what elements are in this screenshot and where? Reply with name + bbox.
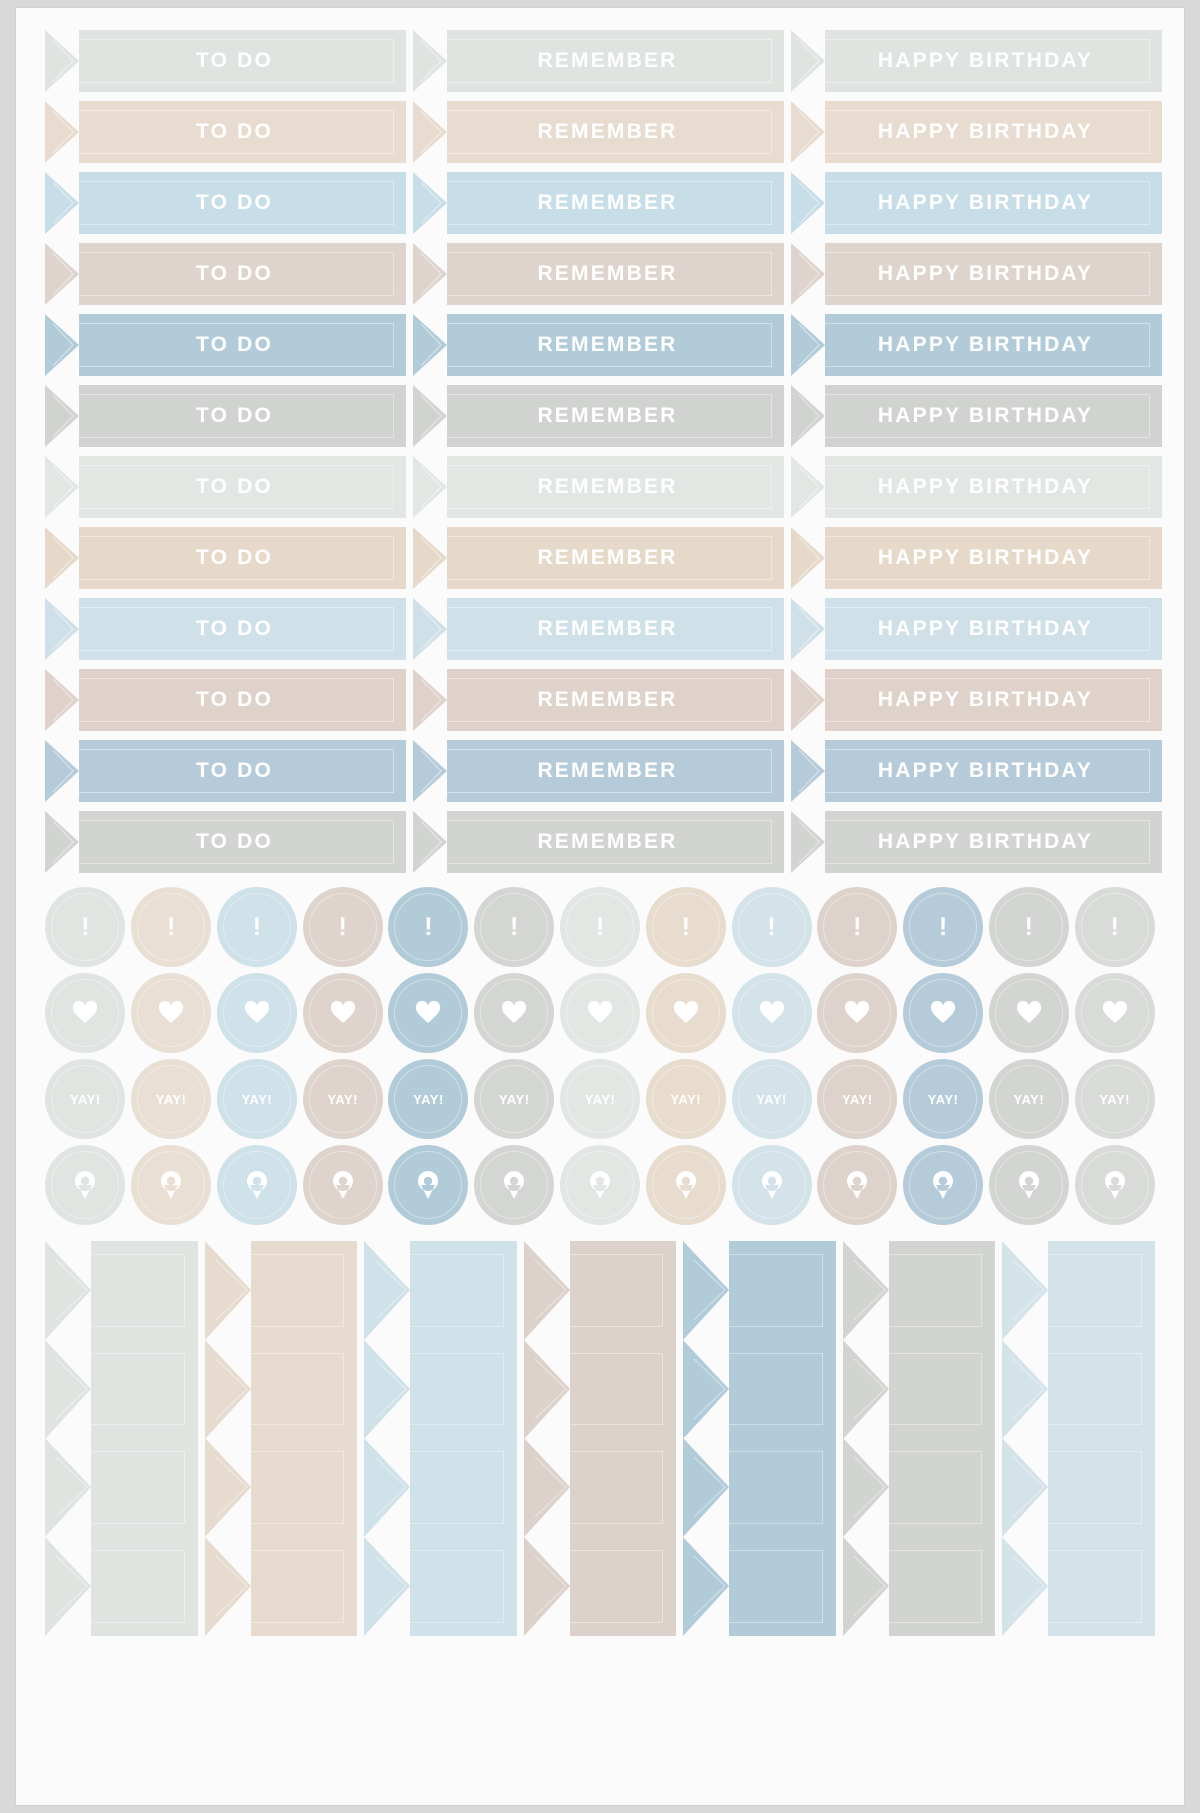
- yay-circle-sticker[interactable]: [131, 1059, 211, 1139]
- yay-circle-sticker[interactable]: [732, 1059, 812, 1139]
- banner-sticker[interactable]: [45, 740, 406, 802]
- tab-inner-border: [390, 1353, 504, 1426]
- tab-inner-border: [550, 1550, 664, 1623]
- yay-label: YAY!: [70, 1091, 101, 1107]
- banner-sticker[interactable]: [45, 172, 406, 234]
- map-pin-icon: [503, 1170, 525, 1200]
- tab-inner-border: [231, 1254, 345, 1327]
- banner-label: REMEMBER: [537, 475, 678, 498]
- yay-label: YAY!: [841, 1091, 873, 1107]
- exclamation-icon: !: [767, 912, 776, 941]
- heart-circle-sticker[interactable]: [388, 973, 468, 1053]
- pin-circle-sticker[interactable]: [131, 1145, 211, 1225]
- arrow-tab-sticker[interactable]: [45, 1438, 198, 1537]
- tab-inner-border: [550, 1451, 664, 1524]
- arrow-tab-sticker[interactable]: [45, 1537, 198, 1636]
- heart-icon: [844, 1001, 870, 1025]
- tab-inner-border: [550, 1353, 664, 1426]
- banner-sticker[interactable]: [45, 527, 406, 589]
- banner-sticker[interactable]: [45, 30, 406, 92]
- banner-sticker[interactable]: [791, 527, 1162, 589]
- banner-sticker[interactable]: [413, 598, 784, 660]
- yay-label: YAY!: [927, 1091, 959, 1107]
- pin-circle-row: [45, 1145, 1155, 1225]
- banner-grid: [45, 30, 1155, 873]
- yay-label: YAY!: [155, 1091, 187, 1107]
- exclamation-icon: !: [681, 912, 690, 941]
- banner-label: HAPPY BIRTHDAY: [877, 759, 1094, 782]
- tab-inner-border: [869, 1550, 983, 1623]
- map-pin-icon: [332, 1170, 354, 1200]
- pin-circle-sticker[interactable]: [45, 1145, 125, 1225]
- map-pin-icon: [74, 1170, 96, 1200]
- icon-circle-section: [45, 887, 1155, 1225]
- banner-sticker[interactable]: [413, 30, 784, 92]
- heart-circle-sticker[interactable]: [903, 973, 983, 1053]
- banner-label: TO DO: [195, 262, 274, 285]
- banner-label: TO DO: [195, 49, 274, 72]
- banner-label: HAPPY BIRTHDAY: [877, 262, 1094, 285]
- exclamation-circle-sticker[interactable]: [646, 887, 726, 967]
- banner-sticker[interactable]: [413, 385, 784, 447]
- arrow-tab-sticker[interactable]: [205, 1340, 358, 1439]
- exclamation-circle-sticker[interactable]: [1075, 887, 1155, 967]
- arrow-strip[interactable]: [45, 1241, 198, 1636]
- banner-sticker[interactable]: [791, 669, 1162, 731]
- tab-inner-border: [709, 1254, 823, 1327]
- arrow-strip[interactable]: [843, 1241, 996, 1636]
- banner-label: HAPPY BIRTHDAY: [877, 617, 1094, 640]
- heart-icon: [673, 1001, 699, 1025]
- heart-icon: [244, 1001, 270, 1025]
- banner-sticker[interactable]: [413, 740, 784, 802]
- yay-label: YAY!: [756, 1091, 787, 1107]
- arrow-tab-sticker[interactable]: [843, 1241, 996, 1340]
- exclamation-icon: !: [1110, 912, 1119, 941]
- heart-circle-sticker[interactable]: [131, 973, 211, 1053]
- banner-label: TO DO: [195, 475, 274, 498]
- banner-sticker[interactable]: [791, 598, 1162, 660]
- heart-icon: [72, 1001, 98, 1025]
- tab-inner-border: [709, 1451, 823, 1524]
- yay-circle-sticker[interactable]: [45, 1059, 125, 1139]
- exclamation-icon: !: [252, 912, 262, 941]
- map-pin-icon: [160, 1170, 182, 1200]
- pin-circle-sticker[interactable]: [560, 1145, 640, 1225]
- map-pin-icon: [932, 1170, 954, 1200]
- tab-inner-border: [231, 1550, 345, 1623]
- sheet-content: [45, 30, 1155, 1790]
- banner-label: REMEMBER: [537, 262, 678, 285]
- banner-label: REMEMBER: [537, 546, 678, 569]
- tab-inner-border: [390, 1550, 504, 1623]
- yay-label: YAY!: [670, 1091, 702, 1107]
- tab-inner-border: [550, 1254, 664, 1327]
- arrow-tab-sticker[interactable]: [1002, 1537, 1155, 1636]
- heart-circle-sticker[interactable]: [560, 973, 640, 1053]
- heart-circle-sticker[interactable]: [217, 973, 297, 1053]
- banner-sticker[interactable]: [45, 314, 406, 376]
- heart-circle-sticker[interactable]: [474, 973, 554, 1053]
- heart-circle-sticker[interactable]: [45, 973, 125, 1053]
- exclamation-icon: !: [424, 912, 433, 941]
- yay-label: YAY!: [584, 1091, 616, 1107]
- arrow-strip[interactable]: [205, 1241, 358, 1636]
- exclamation-circle-sticker[interactable]: [303, 887, 383, 967]
- arrow-tab-sticker[interactable]: [1002, 1340, 1155, 1439]
- tab-inner-border: [71, 1353, 185, 1426]
- heart-icon: [158, 1001, 184, 1025]
- exclamation-icon: !: [853, 912, 862, 941]
- banner-sticker[interactable]: [45, 456, 406, 518]
- banner-label: TO DO: [195, 191, 274, 214]
- exclamation-icon: !: [595, 912, 605, 941]
- arrow-tab-sticker[interactable]: [205, 1438, 358, 1537]
- pin-circle-sticker[interactable]: [646, 1145, 726, 1225]
- yay-label: YAY!: [1013, 1091, 1045, 1107]
- heart-icon: [330, 1001, 356, 1025]
- yay-circle-row: [45, 1059, 1155, 1139]
- yay-circle-sticker[interactable]: [217, 1059, 297, 1139]
- banner-sticker[interactable]: [791, 385, 1162, 447]
- arrow-tab-sticker[interactable]: [205, 1537, 358, 1636]
- banner-label: REMEMBER: [537, 830, 678, 853]
- arrow-tab-sticker[interactable]: [683, 1241, 836, 1340]
- yay-circle-sticker[interactable]: [560, 1059, 640, 1139]
- arrow-tab-sticker[interactable]: [683, 1438, 836, 1537]
- banner-sticker[interactable]: [413, 243, 784, 305]
- yay-label: YAY!: [1099, 1091, 1130, 1107]
- banner-sticker[interactable]: [45, 811, 406, 873]
- sticker-sheet: [16, 8, 1184, 1805]
- arrow-tab-sticker[interactable]: [683, 1537, 836, 1636]
- exclamation-circle-sticker[interactable]: [817, 887, 897, 967]
- arrow-tab-sticker[interactable]: [205, 1241, 358, 1340]
- arrow-tab-sticker[interactable]: [683, 1340, 836, 1439]
- tab-inner-border: [869, 1353, 983, 1426]
- banner-sticker[interactable]: [413, 172, 784, 234]
- banner-sticker[interactable]: [791, 172, 1162, 234]
- tab-inner-border: [231, 1451, 345, 1524]
- heart-circle-sticker[interactable]: [646, 973, 726, 1053]
- arrow-tab-sticker[interactable]: [364, 1340, 517, 1439]
- banner-sticker[interactable]: [45, 385, 406, 447]
- yay-circle-sticker[interactable]: [903, 1059, 983, 1139]
- exclamation-icon: !: [1024, 912, 1033, 941]
- tab-inner-border: [71, 1550, 185, 1623]
- heart-icon: [415, 1001, 441, 1025]
- arrow-tab-sticker[interactable]: [364, 1438, 517, 1537]
- banner-sticker[interactable]: [45, 598, 406, 660]
- banner-label: TO DO: [195, 617, 274, 640]
- banner-label: TO DO: [195, 120, 274, 143]
- exclamation-circle-sticker[interactable]: [474, 887, 554, 967]
- banner-label: HAPPY BIRTHDAY: [877, 475, 1094, 498]
- tab-inner-border: [1028, 1451, 1142, 1524]
- pin-circle-sticker[interactable]: [474, 1145, 554, 1225]
- heart-icon: [1016, 1001, 1042, 1025]
- arrow-strip-section: [45, 1241, 1155, 1636]
- arrow-tab-sticker[interactable]: [524, 1241, 677, 1340]
- exclamation-circle-sticker[interactable]: [989, 887, 1069, 967]
- heart-icon: [930, 1001, 956, 1025]
- yay-label: YAY!: [498, 1091, 530, 1107]
- heart-circle-sticker[interactable]: [817, 973, 897, 1053]
- exclamation-circle-sticker[interactable]: [560, 887, 640, 967]
- tab-inner-border: [709, 1550, 823, 1623]
- pin-circle-sticker[interactable]: [732, 1145, 812, 1225]
- heart-circle-sticker[interactable]: [732, 973, 812, 1053]
- tab-inner-border: [869, 1451, 983, 1524]
- yay-circle-sticker[interactable]: [817, 1059, 897, 1139]
- yay-circle-sticker[interactable]: [303, 1059, 383, 1139]
- banner-sticker[interactable]: [791, 30, 1162, 92]
- banner-sticker[interactable]: [791, 101, 1162, 163]
- tab-inner-border: [1028, 1254, 1142, 1327]
- exclamation-circle-sticker[interactable]: [131, 887, 211, 967]
- map-pin-icon: [417, 1170, 439, 1200]
- banner-sticker[interactable]: [791, 456, 1162, 518]
- banner-label: TO DO: [195, 759, 274, 782]
- tab-inner-border: [1028, 1550, 1142, 1623]
- exclamation-icon: !: [510, 912, 519, 941]
- tab-inner-border: [1028, 1353, 1142, 1426]
- heart-circle-sticker[interactable]: [303, 973, 383, 1053]
- banner-label: HAPPY BIRTHDAY: [877, 120, 1094, 143]
- banner-sticker[interactable]: [45, 669, 406, 731]
- banner-sticker[interactable]: [45, 101, 406, 163]
- arrow-tab-sticker[interactable]: [843, 1537, 996, 1636]
- banner-label: REMEMBER: [537, 333, 678, 356]
- pin-circle-sticker[interactable]: [1075, 1145, 1155, 1225]
- heart-circle-sticker[interactable]: [1075, 973, 1155, 1053]
- exclamation-icon: !: [938, 912, 948, 941]
- yay-circle-sticker[interactable]: [388, 1059, 468, 1139]
- banner-label: REMEMBER: [537, 617, 678, 640]
- pin-circle-sticker[interactable]: [388, 1145, 468, 1225]
- map-pin-icon: [1104, 1170, 1126, 1200]
- pin-circle-sticker[interactable]: [303, 1145, 383, 1225]
- yay-label: YAY!: [241, 1091, 273, 1107]
- yay-circle-sticker[interactable]: [1075, 1059, 1155, 1139]
- banner-label: TO DO: [195, 404, 274, 427]
- heart-icon: [1102, 1001, 1128, 1025]
- heart-icon: [501, 1001, 527, 1025]
- banner-label: TO DO: [195, 546, 274, 569]
- arrow-tab-sticker[interactable]: [843, 1340, 996, 1439]
- banner-label: HAPPY BIRTHDAY: [877, 830, 1094, 853]
- arrow-tab-sticker[interactable]: [524, 1340, 677, 1439]
- yay-circle-sticker[interactable]: [989, 1059, 1069, 1139]
- banner-sticker[interactable]: [413, 527, 784, 589]
- heart-icon: [759, 1001, 785, 1025]
- banner-label: HAPPY BIRTHDAY: [877, 49, 1094, 72]
- map-pin-icon: [589, 1170, 611, 1200]
- banner-sticker[interactable]: [791, 740, 1162, 802]
- exclamation-circle-sticker[interactable]: [45, 887, 125, 967]
- banner-sticker[interactable]: [791, 811, 1162, 873]
- banner-label: HAPPY BIRTHDAY: [877, 404, 1094, 427]
- heart-circle-sticker[interactable]: [989, 973, 1069, 1053]
- exclamation-icon: !: [338, 912, 347, 941]
- banner-sticker[interactable]: [413, 314, 784, 376]
- arrow-tab-sticker[interactable]: [364, 1241, 517, 1340]
- map-pin-icon: [761, 1170, 783, 1200]
- arrow-tab-sticker[interactable]: [524, 1537, 677, 1636]
- banner-sticker[interactable]: [413, 811, 784, 873]
- banner-label: TO DO: [195, 830, 274, 853]
- arrow-tab-sticker[interactable]: [1002, 1241, 1155, 1340]
- yay-circle-sticker[interactable]: [474, 1059, 554, 1139]
- pin-circle-sticker[interactable]: [217, 1145, 297, 1225]
- exclamation-circle-sticker[interactable]: [903, 887, 983, 967]
- banner-label: REMEMBER: [537, 120, 678, 143]
- tab-inner-border: [390, 1451, 504, 1524]
- banner-label: HAPPY BIRTHDAY: [877, 191, 1094, 214]
- banner-sticker[interactable]: [791, 314, 1162, 376]
- heart-circle-row: [45, 973, 1155, 1053]
- tab-inner-border: [71, 1451, 185, 1524]
- tab-inner-border: [709, 1353, 823, 1426]
- arrow-tab-sticker[interactable]: [524, 1438, 677, 1537]
- exclamation-icon: !: [166, 912, 176, 941]
- arrow-strip[interactable]: [524, 1241, 677, 1636]
- tab-inner-border: [869, 1254, 983, 1327]
- arrow-strip[interactable]: [683, 1241, 836, 1636]
- banner-sticker[interactable]: [45, 243, 406, 305]
- map-pin-icon: [1018, 1170, 1040, 1200]
- tab-inner-border: [390, 1254, 504, 1327]
- banner-label: TO DO: [195, 688, 274, 711]
- arrow-strip[interactable]: [1002, 1241, 1155, 1636]
- yay-circle-sticker[interactable]: [646, 1059, 726, 1139]
- banner-sticker[interactable]: [413, 669, 784, 731]
- banner-sticker[interactable]: [413, 456, 784, 518]
- banner-label: HAPPY BIRTHDAY: [877, 688, 1094, 711]
- banner-label: TO DO: [195, 333, 274, 356]
- banner-sticker[interactable]: [791, 243, 1162, 305]
- map-pin-icon: [675, 1170, 697, 1200]
- arrow-tab-sticker[interactable]: [843, 1438, 996, 1537]
- banner-label: REMEMBER: [537, 404, 678, 427]
- exclamation-circle-sticker[interactable]: [732, 887, 812, 967]
- arrow-tab-sticker[interactable]: [45, 1241, 198, 1340]
- exclamation-icon: !: [81, 912, 90, 941]
- yay-label: YAY!: [327, 1091, 359, 1107]
- banner-label: HAPPY BIRTHDAY: [877, 546, 1094, 569]
- banner-label: REMEMBER: [537, 49, 678, 72]
- exclamation-circle-sticker[interactable]: [217, 887, 297, 967]
- tab-inner-border: [71, 1254, 185, 1327]
- banner-label: REMEMBER: [537, 759, 678, 782]
- arrow-tab-sticker[interactable]: [364, 1537, 517, 1636]
- banner-label: REMEMBER: [537, 191, 678, 214]
- exclamation-circle-row: [45, 887, 1155, 967]
- pin-circle-sticker[interactable]: [817, 1145, 897, 1225]
- banner-sticker[interactable]: [413, 101, 784, 163]
- map-pin-icon: [846, 1170, 868, 1200]
- arrow-strip[interactable]: [364, 1241, 517, 1636]
- tab-inner-border: [231, 1353, 345, 1426]
- arrow-tab-sticker[interactable]: [45, 1340, 198, 1439]
- pin-circle-sticker[interactable]: [903, 1145, 983, 1225]
- pin-circle-sticker[interactable]: [989, 1145, 1069, 1225]
- map-pin-icon: [246, 1170, 268, 1200]
- banner-label: REMEMBER: [537, 688, 678, 711]
- exclamation-circle-sticker[interactable]: [388, 887, 468, 967]
- banner-label: HAPPY BIRTHDAY: [877, 333, 1094, 356]
- arrow-tab-sticker[interactable]: [1002, 1438, 1155, 1537]
- heart-icon: [587, 1001, 613, 1025]
- yay-label: YAY!: [413, 1091, 444, 1107]
